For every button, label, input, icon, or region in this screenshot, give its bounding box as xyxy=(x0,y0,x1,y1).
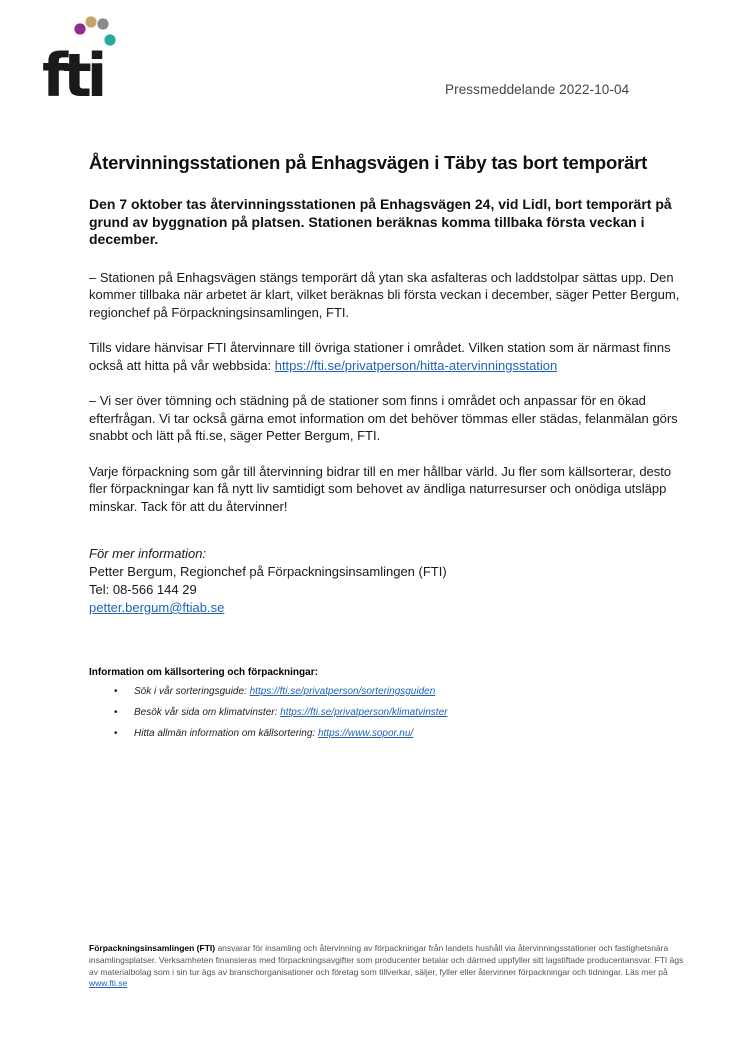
contact-label: För mer information: xyxy=(89,546,207,561)
climate-link[interactable]: https://fti.se/privatperson/klimatvinster xyxy=(280,707,448,718)
info-item-text: Sök i vår sorteringsguide: xyxy=(134,686,250,697)
paragraph-2-text: Tills vidare hänvisar FTI återvinnare till övriga stationer i området. Vilken station som är närmast finns också att hitta på vår webbsida: xyxy=(89,340,671,373)
info-list-item xyxy=(114,728,689,739)
fti-logo xyxy=(42,16,122,98)
sopor-link[interactable]: https://www.sopor.nu/ xyxy=(317,728,414,739)
sorting-guide-link[interactable]: https://fti.se/privatperson/sorteringsguiden xyxy=(249,686,436,697)
footer-text: ansvarar för insamling och återvinning av förpackningar från landets hushåll via återvinningsstationer och fastighetsnära insamlingsplatser. Verksamheten finansieras med förpackningsavgifter som producenter betalar och därmed uppfyller sitt lagstiftade producentansvar. FTI ägs av materialbolag som i sin tur ägs av branschorganisationer och företag som tillverkar, säljer, fyller eller återvinner förpackningar och tidningar. Läs mer på xyxy=(89,943,684,977)
article-title: Återvinningsstationen på Enhagsvägen i Täby tas bort temporärt xyxy=(89,152,648,173)
contact-name: Petter Bergum, Regionchef på Förpackningsinsamlingen (FTI) xyxy=(89,564,447,579)
station-finder-link[interactable]: https://fti.se/privatperson/hitta-atervinningsstation xyxy=(274,357,558,373)
article xyxy=(89,152,689,749)
info-item-text: Hitta allmän information om källsortering: xyxy=(134,728,318,739)
logo-dot-grey xyxy=(97,18,108,29)
info-item-text: Besök vår sida om klimatvinster: xyxy=(134,707,281,718)
logo-dot-gold xyxy=(85,16,96,27)
bullet-icon: • xyxy=(114,707,118,718)
bullet-icon: • xyxy=(114,728,118,739)
paragraph-3: – Vi ser över tömning och städning på de stationer som finns i området och anpassar för en ökad efterfrågan. Vi tar också gärna emot information om det behöver tömmas eller städas, felanmälan görs snabbt och lätt på fti.se, säger Petter Bergum, FTI. xyxy=(89,393,678,443)
bullet-icon: • xyxy=(114,686,118,697)
contact-block xyxy=(89,545,689,617)
info-heading: Information om källsortering och förpackningar: xyxy=(89,667,318,678)
info-list xyxy=(89,686,689,739)
footer-link[interactable]: www.fti.se xyxy=(89,978,128,989)
paragraph-2 xyxy=(89,339,689,374)
info-list-item xyxy=(114,686,689,697)
logo-text: fti xyxy=(42,41,103,98)
info-list-item xyxy=(114,707,689,718)
logo-dot-teal xyxy=(104,34,115,45)
article-lead: Den 7 oktober tas återvinningsstationen på Enhagsvägen 24, vid Lidl, bort temporärt på grund av byggnation på platsen. Stationen beräknas komma tillbaka första veckan i december. xyxy=(89,196,672,247)
press-release-date: Pressmeddelande 2022-10-04 xyxy=(445,82,630,97)
footer xyxy=(89,943,689,990)
footer-org: Förpackningsinsamlingen (FTI) xyxy=(89,943,216,953)
contact-phone: Tel: 08-566 144 29 xyxy=(89,582,197,597)
logo-dot-purple xyxy=(74,23,85,34)
paragraph-1: – Stationen på Enhagsvägen stängs temporärt då ytan ska asfalteras och laddstolpar sättas upp. Den kommer tillbaka när arbetet är klart, vilket beräknas bli första veckan i december, säger Petter Bergum, regionchef på Förpackningsinsamlingen, FTI. xyxy=(89,269,680,320)
paragraph-4: Varje förpackning som går till återvinning bidrar till en mer hållbar värld. Ju fler som källsorterar, desto fler förpackningar kan få nytt liv samtidigt som behovet av ändliga naturresurser och onödiga utsläpp minskar. Tack för att du återvinner! xyxy=(89,463,672,514)
contact-email-link[interactable]: petter.bergum@ftiab.se xyxy=(89,600,225,615)
